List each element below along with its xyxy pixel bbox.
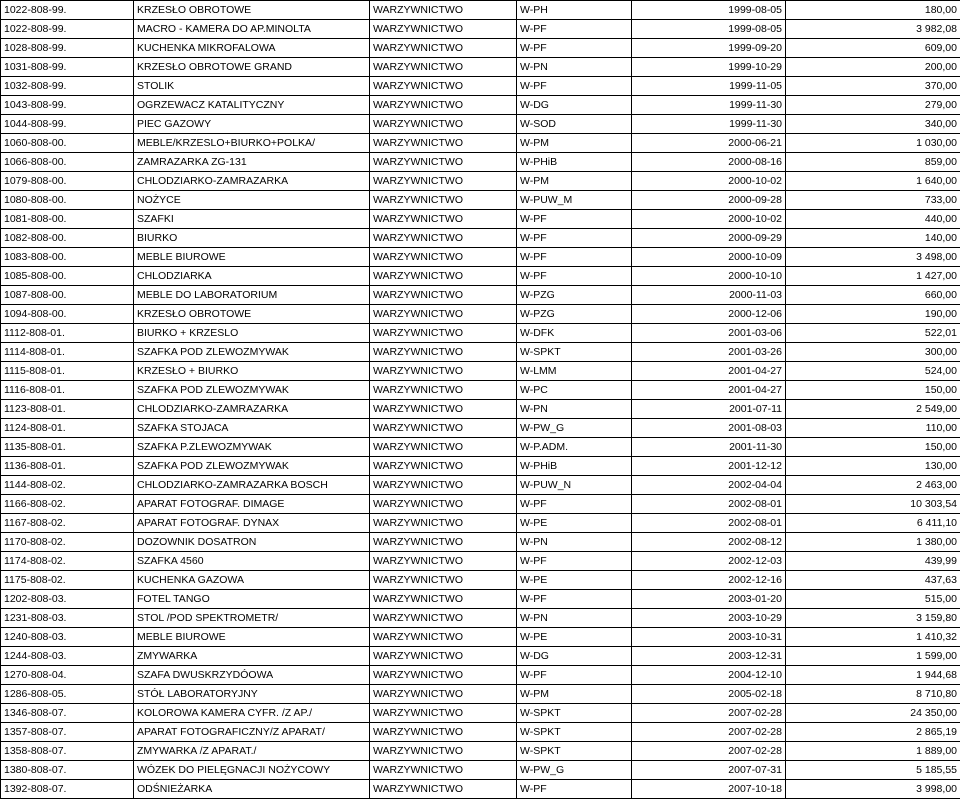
inventory-number-cell: 1022-808-99. [1,1,134,20]
table-row [1,305,960,324]
date-cell: 2002-08-12 [632,533,786,552]
inventory-number-cell: 1082-808-00. [1,229,134,248]
value-cell: 150,00 [786,438,960,457]
table-row [1,96,960,115]
department-cell: WARZYWNICTWO [370,362,517,381]
department-cell: WARZYWNICTWO [370,324,517,343]
inventory-number-cell: 1135-808-01. [1,438,134,457]
value-cell: 437,63 [786,571,960,590]
value-cell: 2 865,19 [786,723,960,742]
unit-code-cell: W-PF [517,590,632,609]
department-cell: WARZYWNICTWO [370,419,517,438]
department-cell: WARZYWNICTWO [370,457,517,476]
item-name-cell: FOTEL TANGO [134,590,370,609]
date-cell: 2000-12-06 [632,305,786,324]
inventory-number-cell: 1124-808-01. [1,419,134,438]
inventory-number-cell: 1114-808-01. [1,343,134,362]
value-cell: 150,00 [786,381,960,400]
inventory-number-cell: 1358-808-07. [1,742,134,761]
unit-code-cell: W-PF [517,39,632,58]
date-cell: 2002-08-01 [632,495,786,514]
table-row [1,685,960,704]
date-cell: 2002-04-04 [632,476,786,495]
date-cell: 2007-10-18 [632,780,786,799]
inventory-number-cell: 1123-808-01. [1,400,134,419]
value-cell: 370,00 [786,77,960,96]
date-cell: 2000-06-21 [632,134,786,153]
department-cell: WARZYWNICTWO [370,210,517,229]
date-cell: 2007-07-31 [632,761,786,780]
date-cell: 2003-12-31 [632,647,786,666]
value-cell: 8 710,80 [786,685,960,704]
item-name-cell: MEBLE DO LABORATORIUM [134,286,370,305]
table-row [1,324,960,343]
item-name-cell: CHLODZIARKO-ZAMRAZARKA BOSCH [134,476,370,495]
value-cell: 340,00 [786,115,960,134]
unit-code-cell: W-PE [517,628,632,647]
unit-code-cell: W-PZG [517,286,632,305]
unit-code-cell: W-PHiB [517,153,632,172]
inventory-number-cell: 1028-808-99. [1,39,134,58]
table-row [1,77,960,96]
item-name-cell: ODŚNIEŻARKA [134,780,370,799]
table-row [1,381,960,400]
department-cell: WARZYWNICTWO [370,628,517,647]
value-cell: 439,99 [786,552,960,571]
department-cell: WARZYWNICTWO [370,438,517,457]
inventory-number-cell: 1081-808-00. [1,210,134,229]
date-cell: 2000-09-29 [632,229,786,248]
inventory-number-cell: 1087-808-00. [1,286,134,305]
table-row [1,1,960,20]
unit-code-cell: W-PM [517,172,632,191]
table-row [1,248,960,267]
department-cell: WARZYWNICTWO [370,20,517,39]
item-name-cell: APARAT FOTOGRAFICZNY/Z APARAT/ [134,723,370,742]
table-row [1,457,960,476]
value-cell: 1 427,00 [786,267,960,286]
value-cell: 609,00 [786,39,960,58]
value-cell: 522,01 [786,324,960,343]
item-name-cell: CHLODZIARKO-ZAMRAZARKA [134,400,370,419]
table-row [1,58,960,77]
item-name-cell: STOL /POD SPEKTROMETR/ [134,609,370,628]
table-row [1,20,960,39]
unit-code-cell: W-PC [517,381,632,400]
item-name-cell: KRZESŁO OBROTOWE GRAND [134,58,370,77]
item-name-cell: MEBLE BIUROWE [134,248,370,267]
unit-code-cell: W-SOD [517,115,632,134]
value-cell: 3 982,08 [786,20,960,39]
date-cell: 2000-10-10 [632,267,786,286]
inventory-number-cell: 1174-808-02. [1,552,134,571]
department-cell: WARZYWNICTWO [370,115,517,134]
unit-code-cell: W-PN [517,609,632,628]
department-cell: WARZYWNICTWO [370,704,517,723]
item-name-cell: OGRZEWACZ KATALITYCZNY [134,96,370,115]
value-cell: 1 030,00 [786,134,960,153]
date-cell: 2001-11-30 [632,438,786,457]
unit-code-cell: W-PF [517,267,632,286]
department-cell: WARZYWNICTWO [370,172,517,191]
date-cell: 2001-12-12 [632,457,786,476]
unit-code-cell: W-PE [517,571,632,590]
inventory-number-cell: 1080-808-00. [1,191,134,210]
unit-code-cell: W-PF [517,77,632,96]
unit-code-cell: W-PF [517,248,632,267]
inventory-number-cell: 1392-808-07. [1,780,134,799]
unit-code-cell: W-SPKT [517,343,632,362]
inventory-number-cell: 1094-808-00. [1,305,134,324]
date-cell: 1999-09-20 [632,39,786,58]
inventory-number-cell: 1244-808-03. [1,647,134,666]
table-row [1,286,960,305]
unit-code-cell: W-PF [517,666,632,685]
item-name-cell: ZMYWARKA [134,647,370,666]
date-cell: 1999-08-05 [632,20,786,39]
department-cell: WARZYWNICTWO [370,286,517,305]
date-cell: 2003-01-20 [632,590,786,609]
unit-code-cell: W-PM [517,685,632,704]
value-cell: 859,00 [786,153,960,172]
department-cell: WARZYWNICTWO [370,134,517,153]
value-cell: 660,00 [786,286,960,305]
inventory-number-cell: 1357-808-07. [1,723,134,742]
table-row [1,628,960,647]
value-cell: 1 640,00 [786,172,960,191]
unit-code-cell: W-PF [517,210,632,229]
department-cell: WARZYWNICTWO [370,514,517,533]
unit-code-cell: W-PN [517,58,632,77]
value-cell: 24 350,00 [786,704,960,723]
date-cell: 2000-11-03 [632,286,786,305]
inventory-number-cell: 1170-808-02. [1,533,134,552]
department-cell: WARZYWNICTWO [370,495,517,514]
date-cell: 1999-11-30 [632,96,786,115]
item-name-cell: MEBLE/KRZESLO+BIURKO+POLKA/ [134,134,370,153]
date-cell: 2004-12-10 [632,666,786,685]
date-cell: 1999-11-05 [632,77,786,96]
table-row [1,647,960,666]
department-cell: WARZYWNICTWO [370,552,517,571]
date-cell: 2002-08-01 [632,514,786,533]
item-name-cell: MACRO - KAMERA DO AP.MINOLTA [134,20,370,39]
inventory-number-cell: 1167-808-02. [1,514,134,533]
value-cell: 130,00 [786,457,960,476]
inventory-number-cell: 1115-808-01. [1,362,134,381]
item-name-cell: MEBLE BIUROWE [134,628,370,647]
department-cell: WARZYWNICTWO [370,77,517,96]
department-cell: WARZYWNICTWO [370,229,517,248]
value-cell: 515,00 [786,590,960,609]
department-cell: WARZYWNICTWO [370,191,517,210]
item-name-cell: ZMYWARKA /Z APARAT./ [134,742,370,761]
item-name-cell: STÓŁ LABORATORYJNY [134,685,370,704]
date-cell: 2007-02-28 [632,723,786,742]
table-row [1,761,960,780]
inventory-number-cell: 1043-808-99. [1,96,134,115]
unit-code-cell: W-P.ADM. [517,438,632,457]
unit-code-cell: W-PZG [517,305,632,324]
department-cell: WARZYWNICTWO [370,39,517,58]
date-cell: 1999-08-05 [632,1,786,20]
value-cell: 110,00 [786,419,960,438]
unit-code-cell: W-PF [517,552,632,571]
item-name-cell: DOZOWNIK DOSATRON [134,533,370,552]
inventory-number-cell: 1116-808-01. [1,381,134,400]
unit-code-cell: W-PF [517,780,632,799]
item-name-cell: CHLODZIARKO-ZAMRAZARKA [134,172,370,191]
date-cell: 2002-12-03 [632,552,786,571]
department-cell: WARZYWNICTWO [370,381,517,400]
unit-code-cell: W-PHiB [517,457,632,476]
inventory-number-cell: 1112-808-01. [1,324,134,343]
unit-code-cell: W-PW_G [517,419,632,438]
item-name-cell: KRZESŁO OBROTOWE [134,305,370,324]
unit-code-cell: W-SPKT [517,742,632,761]
table-row [1,191,960,210]
unit-code-cell: W-PW_G [517,761,632,780]
inventory-number-cell: 1380-808-07. [1,761,134,780]
department-cell: WARZYWNICTWO [370,571,517,590]
department-cell: WARZYWNICTWO [370,742,517,761]
item-name-cell: BIURKO [134,229,370,248]
date-cell: 2001-07-11 [632,400,786,419]
item-name-cell: SZAFA DWUSKRZYDÓOWA [134,666,370,685]
inventory-number-cell: 1066-808-00. [1,153,134,172]
date-cell: 2001-04-27 [632,362,786,381]
inventory-number-cell: 1044-808-99. [1,115,134,134]
value-cell: 300,00 [786,343,960,362]
table-row [1,742,960,761]
value-cell: 180,00 [786,1,960,20]
inventory-number-cell: 1136-808-01. [1,457,134,476]
item-name-cell: CHLODZIARKA [134,267,370,286]
date-cell: 2003-10-31 [632,628,786,647]
date-cell: 2000-10-02 [632,210,786,229]
department-cell: WARZYWNICTWO [370,248,517,267]
item-name-cell: KRZESŁO OBROTOWE [134,1,370,20]
date-cell: 2000-09-28 [632,191,786,210]
inventory-number-cell: 1346-808-07. [1,704,134,723]
value-cell: 6 411,10 [786,514,960,533]
item-name-cell: SZAFKI [134,210,370,229]
date-cell: 2000-08-16 [632,153,786,172]
date-cell: 2007-02-28 [632,704,786,723]
item-name-cell: SZAFKA P.ZLEWOZMYWAK [134,438,370,457]
inventory-number-cell: 1166-808-02. [1,495,134,514]
value-cell: 1 380,00 [786,533,960,552]
table-row [1,609,960,628]
item-name-cell: KUCHENKA MIKROFALOWA [134,39,370,58]
table-row [1,419,960,438]
department-cell: WARZYWNICTWO [370,647,517,666]
inventory-table-body [1,1,960,799]
department-cell: WARZYWNICTWO [370,153,517,172]
item-name-cell: APARAT FOTOGRAF. DIMAGE [134,495,370,514]
table-row [1,514,960,533]
unit-code-cell: W-SPKT [517,723,632,742]
table-row [1,533,960,552]
table-row [1,172,960,191]
item-name-cell: KOLOROWA KAMERA CYFR. /Z AP./ [134,704,370,723]
value-cell: 279,00 [786,96,960,115]
date-cell: 1999-11-30 [632,115,786,134]
table-row [1,780,960,799]
item-name-cell: PIEC GAZOWY [134,115,370,134]
value-cell: 190,00 [786,305,960,324]
department-cell: WARZYWNICTWO [370,96,517,115]
department-cell: WARZYWNICTWO [370,400,517,419]
unit-code-cell: W-PN [517,533,632,552]
unit-code-cell: W-PUW_N [517,476,632,495]
inventory-number-cell: 1175-808-02. [1,571,134,590]
date-cell: 2002-12-16 [632,571,786,590]
date-cell: 2001-08-03 [632,419,786,438]
department-cell: WARZYWNICTWO [370,685,517,704]
unit-code-cell: W-PM [517,134,632,153]
date-cell: 2007-02-28 [632,742,786,761]
inventory-number-cell: 1060-808-00. [1,134,134,153]
inventory-number-cell: 1231-808-03. [1,609,134,628]
item-name-cell: KUCHENKA GAZOWA [134,571,370,590]
department-cell: WARZYWNICTWO [370,533,517,552]
department-cell: WARZYWNICTWO [370,305,517,324]
date-cell: 2005-02-18 [632,685,786,704]
table-row [1,134,960,153]
inventory-number-cell: 1202-808-03. [1,590,134,609]
department-cell: WARZYWNICTWO [370,723,517,742]
table-row [1,552,960,571]
table-row [1,267,960,286]
department-cell: WARZYWNICTWO [370,590,517,609]
unit-code-cell: W-PF [517,495,632,514]
table-row [1,438,960,457]
table-row [1,571,960,590]
value-cell: 5 185,55 [786,761,960,780]
item-name-cell: SZAFKA POD ZLEWOZMYWAK [134,381,370,400]
unit-code-cell: W-PF [517,20,632,39]
inventory-number-cell: 1031-808-99. [1,58,134,77]
table-row [1,495,960,514]
unit-code-cell: W-DG [517,647,632,666]
item-name-cell: SZAFKA STOJACA [134,419,370,438]
unit-code-cell: W-PE [517,514,632,533]
department-cell: WARZYWNICTWO [370,58,517,77]
inventory-number-cell: 1240-808-03. [1,628,134,647]
inventory-number-cell: 1032-808-99. [1,77,134,96]
inventory-number-cell: 1286-808-05. [1,685,134,704]
unit-code-cell: W-LMM [517,362,632,381]
inventory-number-cell: 1270-808-04. [1,666,134,685]
unit-code-cell: W-DG [517,96,632,115]
date-cell: 2003-10-29 [632,609,786,628]
table-row [1,400,960,419]
inventory-number-cell: 1144-808-02. [1,476,134,495]
inventory-number-cell: 1079-808-00. [1,172,134,191]
table-row [1,343,960,362]
table-row [1,210,960,229]
item-name-cell: NOŻYCE [134,191,370,210]
department-cell: WARZYWNICTWO [370,761,517,780]
value-cell: 1 410,32 [786,628,960,647]
value-cell: 3 998,00 [786,780,960,799]
unit-code-cell: W-DFK [517,324,632,343]
value-cell: 733,00 [786,191,960,210]
value-cell: 2 463,00 [786,476,960,495]
value-cell: 200,00 [786,58,960,77]
value-cell: 440,00 [786,210,960,229]
department-cell: WARZYWNICTWO [370,780,517,799]
unit-code-cell: W-SPKT [517,704,632,723]
date-cell: 2000-10-09 [632,248,786,267]
item-name-cell: SZAFKA POD ZLEWOZMYWAK [134,457,370,476]
unit-code-cell: W-PH [517,1,632,20]
table-row [1,476,960,495]
inventory-number-cell: 1085-808-00. [1,267,134,286]
item-name-cell: STOLIK [134,77,370,96]
date-cell: 2000-10-02 [632,172,786,191]
department-cell: WARZYWNICTWO [370,267,517,286]
table-row [1,704,960,723]
department-cell: WARZYWNICTWO [370,609,517,628]
inventory-number-cell: 1083-808-00. [1,248,134,267]
item-name-cell: KRZESŁO + BIURKO [134,362,370,381]
value-cell: 140,00 [786,229,960,248]
department-cell: WARZYWNICTWO [370,476,517,495]
table-row [1,39,960,58]
department-cell: WARZYWNICTWO [370,666,517,685]
value-cell: 1 944,68 [786,666,960,685]
value-cell: 3 498,00 [786,248,960,267]
item-name-cell: SZAFKA 4560 [134,552,370,571]
item-name-cell: SZAFKA POD ZLEWOZMYWAK [134,343,370,362]
value-cell: 1 599,00 [786,647,960,666]
item-name-cell: BIURKO + KRZESLO [134,324,370,343]
date-cell: 2001-04-27 [632,381,786,400]
item-name-cell: ZAMRAZARKA ZG-131 [134,153,370,172]
date-cell: 1999-10-29 [632,58,786,77]
table-row [1,229,960,248]
value-cell: 524,00 [786,362,960,381]
table-row [1,362,960,381]
inventory-number-cell: 1022-808-99. [1,20,134,39]
table-row [1,590,960,609]
value-cell: 1 889,00 [786,742,960,761]
table-row [1,666,960,685]
value-cell: 10 303,54 [786,495,960,514]
table-row [1,115,960,134]
department-cell: WARZYWNICTWO [370,343,517,362]
unit-code-cell: W-PUW_M [517,191,632,210]
date-cell: 2001-03-26 [632,343,786,362]
unit-code-cell: W-PN [517,400,632,419]
value-cell: 2 549,00 [786,400,960,419]
unit-code-cell: W-PF [517,229,632,248]
item-name-cell: WÓZEK DO PIELĘGNACJI NOŻYCOWY [134,761,370,780]
value-cell: 3 159,80 [786,609,960,628]
date-cell: 2001-03-06 [632,324,786,343]
table-row [1,723,960,742]
table-row [1,153,960,172]
department-cell: WARZYWNICTWO [370,1,517,20]
item-name-cell: APARAT FOTOGRAF. DYNAX [134,514,370,533]
